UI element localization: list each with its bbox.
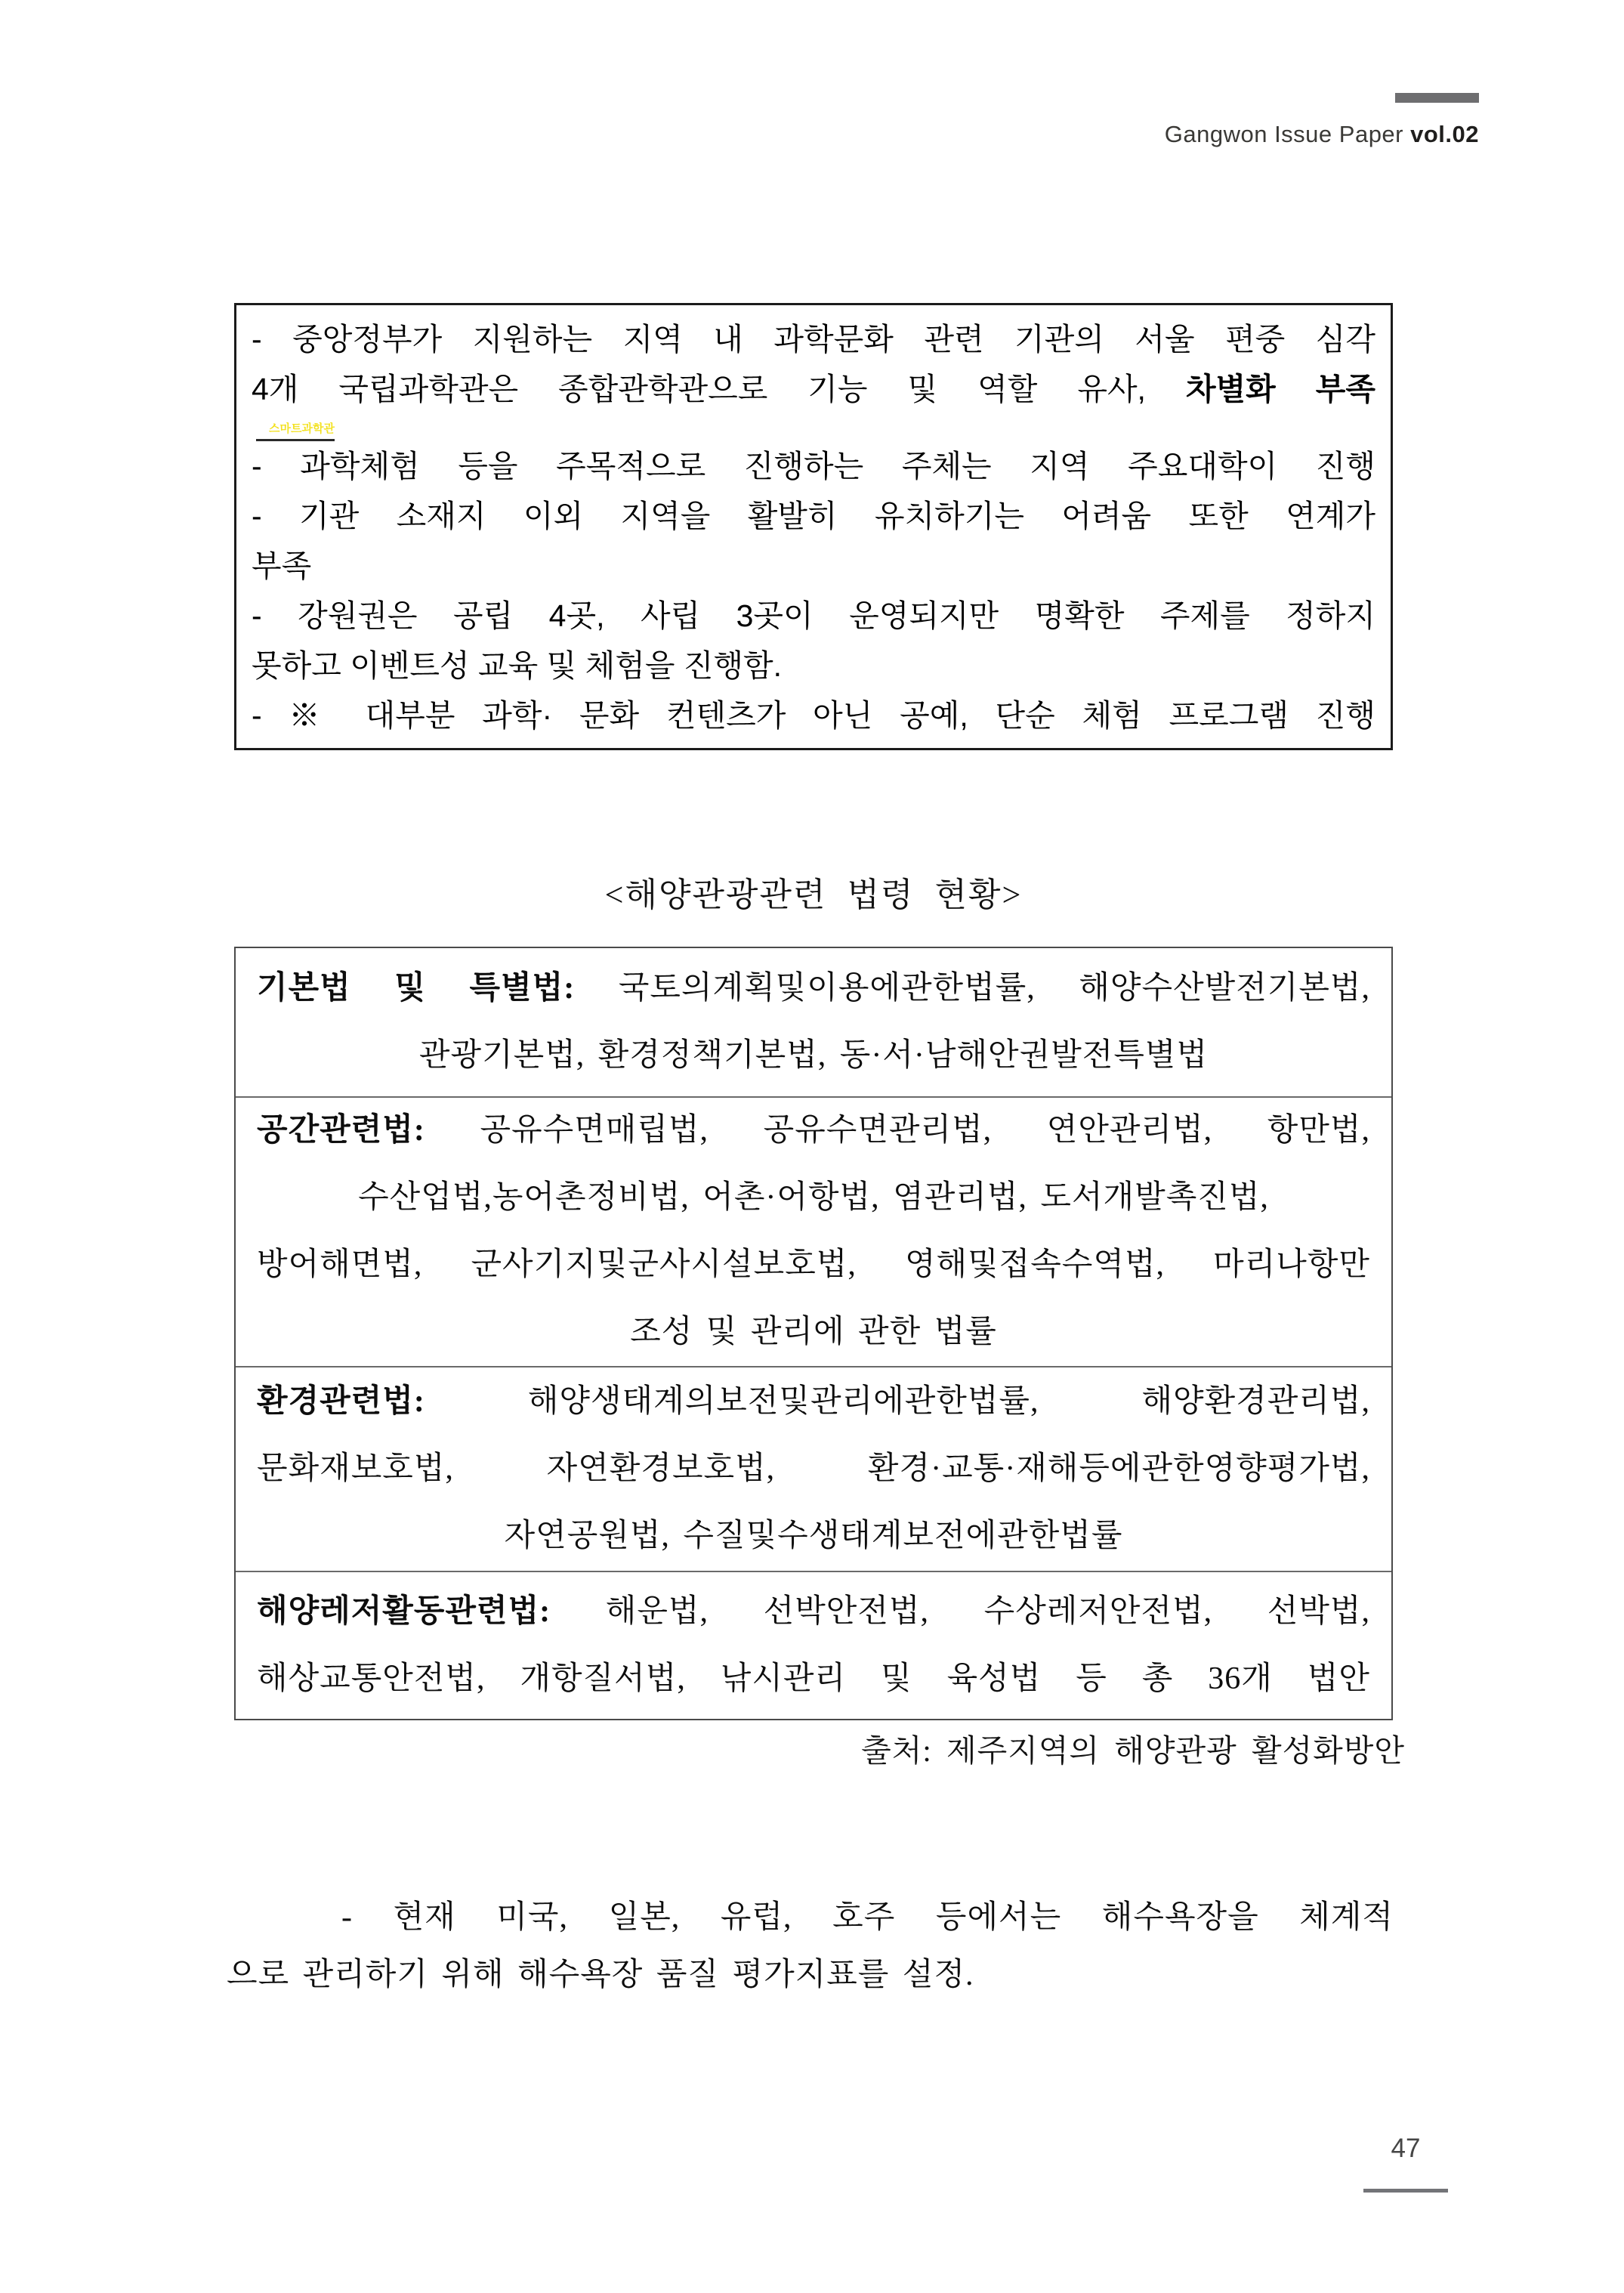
row-line <box>257 1368 1370 1435</box>
note-line: - ※ 대부분 과학· 문화 컨텐츠가 아닌 공예, 단순 체험 프로그램 진행 <box>252 698 1375 733</box>
row-label: 환경관련법: <box>257 1383 425 1419</box>
note-line: - 강원권은 공립 4곳, 사립 3곳이 운영되지만 명확한 주제를 정하지 <box>252 598 1375 633</box>
note-line: - 기관 소재지 이외 지역을 활발히 유치하기는 어려움 또한 연계가 <box>252 499 1375 533</box>
body-paragraph-line: - 현재 미국, 일본, 유럽, 호주 등에서는 해수욕장을 체계적 <box>341 1900 1394 1935</box>
header-volume: vol.02 <box>1410 121 1479 147</box>
row-text: 국토의계획및이용에관한법률, 해양수산발전기본법, <box>618 970 1370 1006</box>
row-line: 문화재보호법, 자연환경보호법, 환경·교통·재해등에관한영향평가법, <box>257 1451 1370 1486</box>
row-line: 수산업법,농어촌정비법, 어촌·어항법, 염관리법, 도서개발촉진법, <box>358 1180 1269 1216</box>
footer-rule <box>1363 2189 1448 2193</box>
header-accent-bar <box>1395 93 1479 103</box>
body-paragraph-line: 으로 관리하기 위해 해수욕장 품질 평가지표를 설정. <box>227 1958 974 1992</box>
summary-note-box <box>234 303 1393 750</box>
note-line: 못하고 이벤트성 교육 및 체험을 진행함. <box>252 648 783 683</box>
table-source: 출처: 제주지역의 해양관광 활성화방안 <box>861 1733 1405 1768</box>
page-number: 47 <box>1391 2134 1421 2163</box>
row-line <box>257 1578 1370 1646</box>
annotation-row <box>252 414 1375 441</box>
table-row-marine-leisure-laws <box>236 1571 1391 1719</box>
table-row-basic-laws <box>236 948 1391 1096</box>
row-line <box>257 1097 1370 1164</box>
row-line: 방어해면법, 군사기지및군사시설보호법, 영해및접속수역법, 마리나항만 <box>257 1247 1370 1283</box>
body-paragraph <box>227 1889 1394 2004</box>
row-line: 관광기본법, 환경정책기본법, 동·서·남해안권발전특별법 <box>418 1037 1209 1073</box>
note-line <box>252 364 1375 414</box>
law-status-table <box>234 947 1393 1720</box>
header-brand: Gangwon Issue Paper <box>1164 121 1411 147</box>
row-label: 공간관련법: <box>257 1113 425 1148</box>
row-label: 기본법 및 특별법: <box>257 970 576 1006</box>
row-text: 해양생태계의보전및관리에관한법률, 해양환경관리법, <box>527 1383 1370 1419</box>
note-line: 부족 <box>252 549 312 583</box>
table-row-environment-laws <box>236 1366 1391 1571</box>
note-line-bold: 차별화 부족 <box>1185 372 1376 406</box>
row-line: 조성 및 관리에 관한 법률 <box>630 1315 997 1350</box>
row-line <box>257 955 1370 1022</box>
tracked-change-annotation: 스마트과학관 <box>256 419 335 441</box>
note-line: - 과학체험 등을 주목적으로 진행하는 주체는 지역 주요대학이 진행 <box>252 449 1375 484</box>
row-text: 공유수면매립법, 공유수면관리법, 연안관리법, 항만법, <box>480 1113 1370 1148</box>
note-line: - 중앙정부가 지원하는 지역 내 과학문화 관련 기관의 서울 편중 심각 <box>252 322 1375 357</box>
row-text: 해운법, 선박안전법, 수상레저안전법, 선박법, <box>605 1594 1370 1630</box>
table-title: <해양관광관련 법령 현황> <box>604 876 1023 913</box>
row-label: 해양레저활동관련법: <box>257 1594 551 1630</box>
table-row-spatial-laws <box>236 1096 1391 1366</box>
header-title <box>1165 122 1479 147</box>
row-line: 자연공원법, 수질및수생태계보전에관한법률 <box>504 1518 1123 1553</box>
note-line-text: 4개 국립과학관은 종합관학관으로 기능 및 역할 유사, <box>252 372 1146 406</box>
row-line: 해상교통안전법, 개항질서법, 낚시관리 및 육성법 등 총 36개 법안 <box>257 1661 1370 1697</box>
